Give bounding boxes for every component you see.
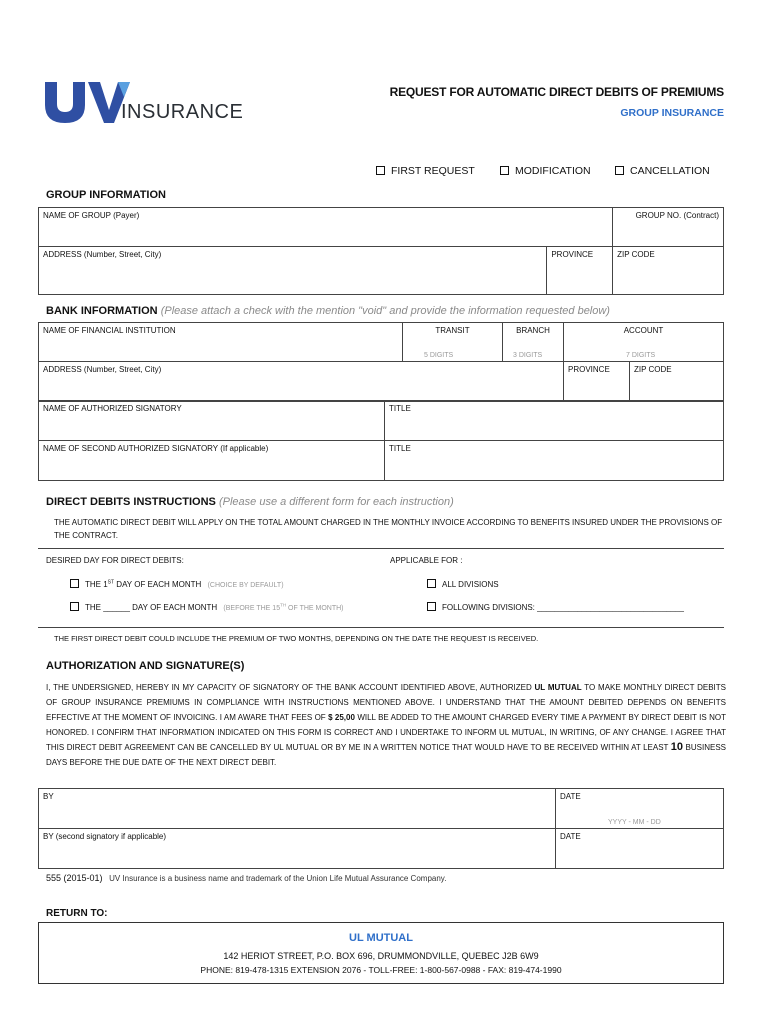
debit-instructions-title: DIRECT DEBITS INSTRUCTIONS xyxy=(46,496,216,508)
bank-zip-field[interactable] xyxy=(630,362,724,402)
form-footer xyxy=(46,873,446,883)
institution-field[interactable] xyxy=(39,323,403,362)
signatory-table xyxy=(38,400,724,481)
following-divisions-checkbox[interactable] xyxy=(427,602,436,611)
debit-bottom-rule xyxy=(38,627,724,628)
signature-date-field[interactable] xyxy=(556,789,724,829)
first-day-option[interactable] xyxy=(70,579,284,589)
bank-province-field[interactable] xyxy=(564,362,630,402)
cancellation-label: CANCELLATION xyxy=(630,165,710,177)
custom-day-note-b: OF THE MONTH) xyxy=(286,605,344,612)
cancellation-option[interactable] xyxy=(615,165,710,177)
signatory-name-field[interactable] xyxy=(39,401,385,441)
signature-date-label: DATE xyxy=(560,792,581,801)
return-company: UL MUTUAL xyxy=(349,932,413,944)
following-divisions-option[interactable] xyxy=(427,602,684,612)
first-day-checkbox[interactable] xyxy=(70,579,79,588)
account-label: ACCOUNT xyxy=(623,326,664,335)
branch-digits-hint: 3 DIGITS xyxy=(513,352,543,359)
group-name-field[interactable] xyxy=(39,208,613,247)
bank-info-heading xyxy=(46,305,610,317)
second-signatory-title-label: TITLE xyxy=(389,444,411,453)
signature-by2-label: BY (second signatory if applicable) xyxy=(43,832,167,841)
first-request-label: FIRST REQUEST xyxy=(391,165,475,177)
signature-table xyxy=(38,788,724,869)
group-province-field[interactable] xyxy=(547,247,613,295)
first-day-sup: ST xyxy=(107,579,115,586)
authorization-text xyxy=(46,680,726,770)
bank-info-table xyxy=(38,322,724,402)
custom-day-sup: TH xyxy=(280,602,287,608)
signatory-title-label: TITLE xyxy=(389,404,411,413)
trademark-notice: UV Insurance is a business name and trademark of the Union Life Mutual Assurance Company. xyxy=(109,874,447,883)
branch-label: BRANCH xyxy=(516,326,550,335)
group-info-heading: GROUP INFORMATION xyxy=(46,189,166,201)
modification-option[interactable] xyxy=(500,165,591,177)
auth-p3: WILL BE ADDED TO THE AMOUNT CHARGED EVERY TIME A PAYMENT BY DIRECT DEBIT IS NOT HONORED. I CONFIRM THAT INFORMATION INDICATED ON THIS FORM IS CORRECT AND I UNDERTAKE TO INFORM UL MUTUAL, IN WRITING, OF ANY CHANGE. I AGREE THAT THIS DIRECT DEBIT AGREEMENT CAN BE CANCELLED BY UL MUTUAL OR BY ME IN A WRITTEN NOTICE THAT WOULD HAVE TO BE RECEIVED WITHIN AT LEAST xyxy=(46,713,726,752)
first-debit-footnote: THE FIRST DIRECT DEBIT COULD INCLUDE THE PREMIUM OF TWO MONTHS, DEPENDING ON THE DATE THE REQUEST IS RECEIVED. xyxy=(54,634,539,643)
return-address-box xyxy=(38,922,724,984)
institution-label: NAME OF FINANCIAL INSTITUTION xyxy=(43,326,176,335)
date-format-hint: YYYY - MM - DD xyxy=(608,819,661,826)
desired-day-label: DESIRED DAY FOR DIRECT DEBITS: xyxy=(46,556,184,565)
transit-digits-hint: 5 DIGITS xyxy=(424,352,454,359)
return-to-label: RETURN TO: xyxy=(46,908,108,919)
signatory-name-label: NAME OF AUTHORIZED SIGNATORY xyxy=(43,404,182,413)
signature-by-label: BY xyxy=(43,792,54,801)
signatory-title-field[interactable] xyxy=(385,401,724,441)
account-digits-hint: 7 DIGITS xyxy=(626,352,656,359)
debit-instructions-hint: (Please use a different form for each instruction) xyxy=(218,496,454,508)
first-day-b: DAY OF EACH MONTH xyxy=(114,580,202,589)
transit-label: TRANSIT xyxy=(435,326,470,335)
bank-province-label: PROVINCE xyxy=(568,365,610,374)
group-province-label: PROVINCE xyxy=(551,250,594,259)
group-zip-field[interactable] xyxy=(613,247,724,295)
return-phone: PHONE: 819-478-1315 EXTENSION 2076 - TOLL-FREE: 1-800-567-0988 - FAX: 819-474-1990 xyxy=(200,965,562,975)
group-address-label: ADDRESS (Number, Street, City) xyxy=(43,250,162,259)
applicable-for-label: APPLICABLE FOR : xyxy=(390,556,463,565)
signature-by-field[interactable] xyxy=(39,789,556,829)
first-request-option[interactable] xyxy=(376,165,475,177)
custom-day-note xyxy=(223,602,344,612)
signature-date2-field[interactable] xyxy=(556,829,724,869)
group-name-label: NAME OF GROUP (Payer) xyxy=(43,211,140,220)
all-divisions-checkbox[interactable] xyxy=(427,579,436,588)
group-zip-label: ZIP CODE xyxy=(617,250,655,259)
following-divisions-label: FOLLOWING DIVISIONS: _________________________________ xyxy=(442,603,684,612)
signature-date2-label: DATE xyxy=(560,832,581,841)
bank-address-label: ADDRESS (Number, Street, City) xyxy=(43,365,162,374)
document-title: REQUEST FOR AUTOMATIC DIRECT DEBITS OF PREMIUMS xyxy=(389,85,724,99)
debit-top-rule xyxy=(38,548,724,549)
logo-word: INSURANCE xyxy=(121,101,244,123)
auth-fee: $ 25,00 xyxy=(328,713,355,722)
auth-company: UL MUTUAL xyxy=(534,683,582,692)
auth-days: 10 xyxy=(670,741,684,753)
debit-instructions-heading xyxy=(46,496,454,508)
bank-zip-label: ZIP CODE xyxy=(634,365,672,374)
first-request-checkbox[interactable] xyxy=(376,166,385,175)
auth-p2: TO MAKE MONTHLY DIRECT DEBITS OF GROUP INSURANCE PREMIUMS IN COMPLIANCE WITH INSTRUCTIONS MENTIONED ABOVE. I UNDERSTAND THAT THE AMOUNT DEBITED DEPENDS ON BENEFITS EFFECTIVE AT THE MOMENT OF INVOICING. I AM AWARE THAT FEES OF xyxy=(46,683,726,722)
custom-day-checkbox[interactable] xyxy=(70,602,79,611)
bank-info-hint: (Please attach a check with the mention "void" and provide the information requested below) xyxy=(160,305,610,317)
document-subtitle: GROUP INSURANCE xyxy=(620,107,724,119)
group-no-field[interactable] xyxy=(613,208,724,247)
all-divisions-label: ALL DIVISIONS xyxy=(442,580,499,589)
modification-label: MODIFICATION xyxy=(515,165,591,177)
group-no-label: GROUP NO. (Contract) xyxy=(635,211,719,220)
first-day-a: THE 1 xyxy=(85,580,108,589)
logo-u-shape xyxy=(45,82,85,123)
auth-p4: BUSINESS DAYS BEFORE THE DUE DATE OF THE NEXT DIRECT DEBIT. xyxy=(46,743,726,767)
bank-info-title: BANK INFORMATION xyxy=(46,305,158,317)
return-address: 142 HERIOT STREET, P.O. BOX 696, DRUMMONDVILLE, QUEBEC J2B 6W9 xyxy=(223,951,539,961)
authorization-heading: AUTHORIZATION AND SIGNATURE(S) xyxy=(46,660,245,672)
signature-by2-field[interactable] xyxy=(39,829,556,869)
group-info-table xyxy=(38,207,724,295)
group-address-field[interactable] xyxy=(39,247,547,295)
debit-intro-text: THE AUTOMATIC DIRECT DEBIT WILL APPLY ON THE TOTAL AMOUNT CHARGED IN THE MONTHLY INVOICE ACCORDING TO BENEFITS INSURED UNDER THE PROVISIONS OF THE CONTRACT. xyxy=(54,518,723,540)
all-divisions-option[interactable] xyxy=(427,579,499,589)
first-day-note: (CHOICE BY DEFAULT) xyxy=(207,582,284,589)
custom-day-option[interactable] xyxy=(70,602,344,612)
second-signatory-name-label: NAME OF SECOND AUTHORIZED SIGNATORY (If applicable) xyxy=(43,444,269,453)
second-signatory-title-field[interactable] xyxy=(385,441,724,481)
modification-checkbox[interactable] xyxy=(500,166,509,175)
cancellation-checkbox[interactable] xyxy=(615,166,624,175)
bank-address-field[interactable] xyxy=(39,362,564,402)
custom-day-label: THE ______ DAY OF EACH MONTH xyxy=(85,603,218,612)
custom-day-note-a: (BEFORE THE 15 xyxy=(223,605,281,612)
auth-p1: I, THE UNDERSIGNED, HEREBY IN MY CAPACITY OF SIGNATORY OF THE BANK ACCOUNT IDENTIFIED ABOVE, AUTHORIZED xyxy=(46,683,535,692)
second-signatory-name-field[interactable] xyxy=(39,441,385,481)
digits-divider xyxy=(402,361,724,362)
form-code: 555 (2015-01) xyxy=(46,873,103,883)
